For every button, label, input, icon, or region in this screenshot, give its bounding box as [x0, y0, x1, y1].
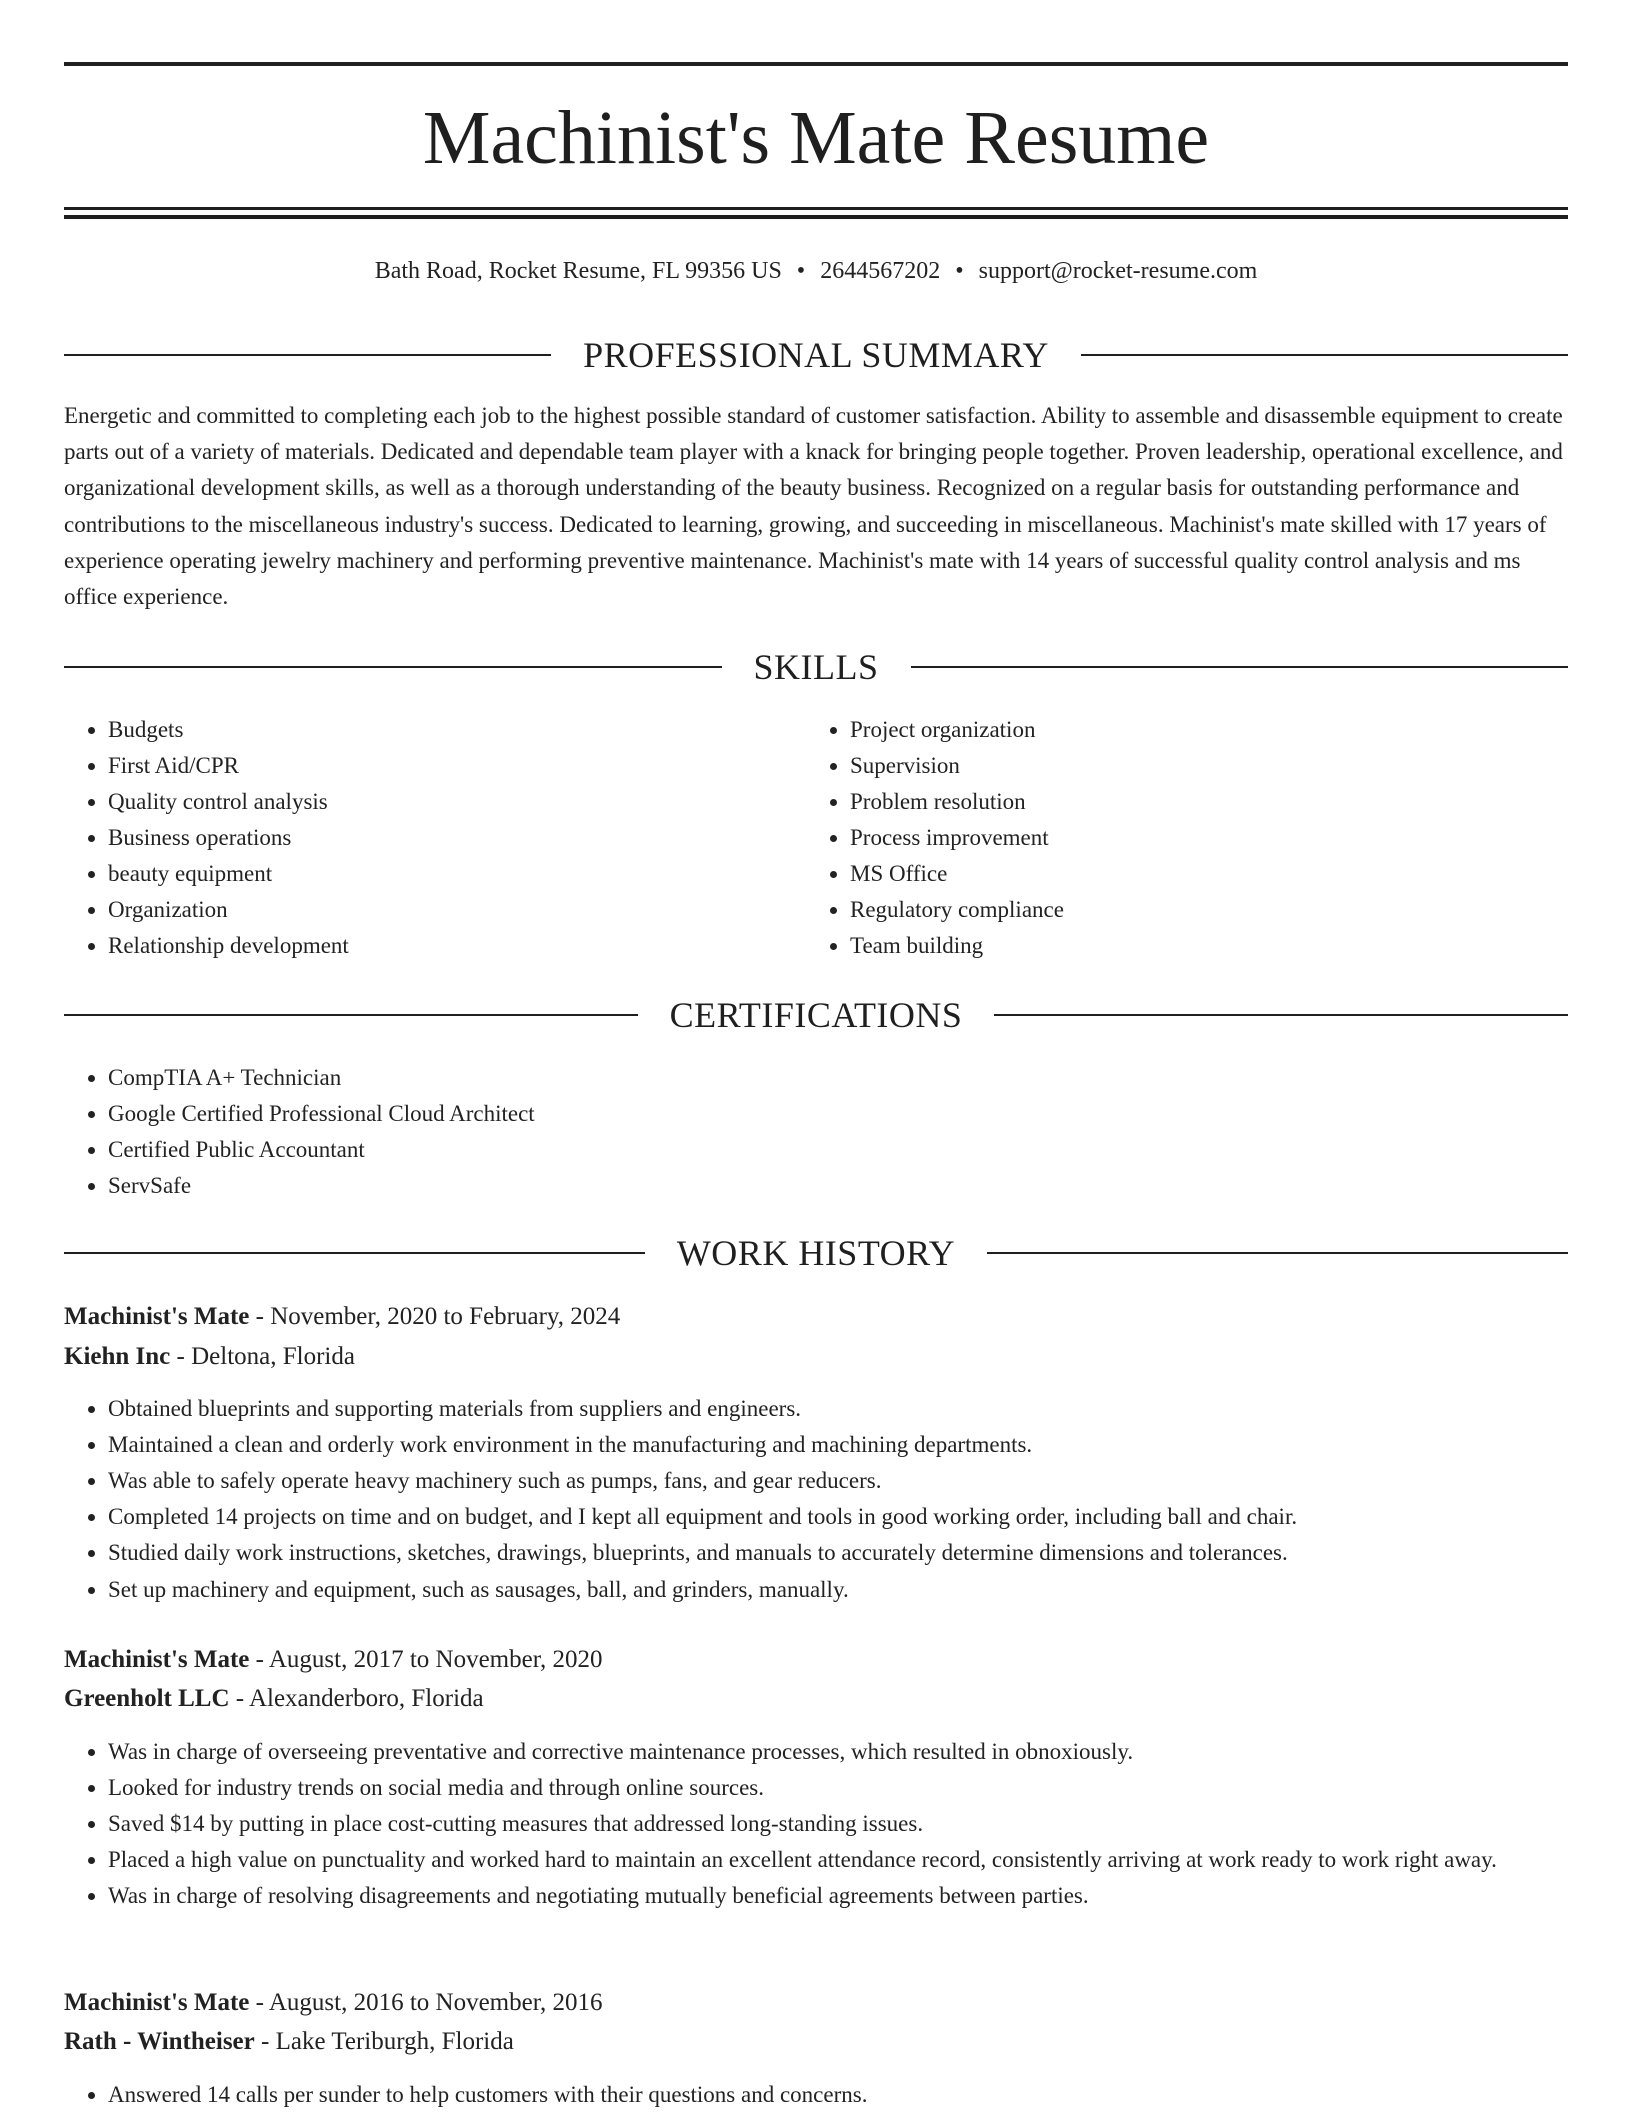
job-bullet: • Completed 14 projects on time and on budget, and I kept all equipment and tools in good working order, including ball and chair.: [108, 1499, 1568, 1535]
resume-title: Machinist's Mate Resume: [422, 96, 1210, 180]
title-double-rule: [64, 207, 1568, 219]
job-bullet: • Was in charge of resolving disagreements and negotiating mutually beneficial agreements between parties.: [108, 1878, 1568, 1914]
top-rule: [64, 62, 1568, 66]
job-dates: - November, 2020 to February, 2024: [249, 1303, 621, 1330]
skill-item: • Budgets: [108, 712, 808, 748]
contact-phone: 2644567202: [820, 258, 941, 284]
heading-rule-left: [64, 1252, 645, 1254]
work-history-heading: WORK HISTORY: [676, 1233, 956, 1273]
skill-item: • Business operations: [108, 820, 808, 856]
contact-line: [64, 253, 1568, 289]
job-company-line: [64, 1680, 484, 1718]
job-bullet: • Was in charge of overseeing preventative and corrective maintenance processes, which resulted in obnoxiously.: [108, 1734, 1568, 1770]
job-bullets: [64, 1734, 1568, 1914]
skill-item: • Relationship development: [108, 928, 808, 964]
certifications-list: [64, 1060, 1568, 1204]
job-bullet: • Looked for industry trends on social media and through online sources.: [108, 1770, 1568, 1806]
skill-item: • Team building: [850, 928, 1550, 964]
heading-rule-right: [911, 666, 1569, 668]
job-bullets: [64, 2077, 1568, 2113]
job-bullet: • Obtained blueprints and supporting materials from suppliers and engineers.: [108, 1391, 1568, 1427]
job-dates: - August, 2017 to November, 2020: [249, 1646, 603, 1673]
heading-rule-right: [994, 1014, 1568, 1016]
certifications-heading: CERTIFICATIONS: [669, 995, 963, 1035]
job-location: - Lake Teriburgh, Florida: [254, 2028, 514, 2055]
job-bullet: • Maintained a clean and orderly work environment in the manufacturing and machining departments.: [108, 1427, 1568, 1463]
contact-address: Bath Road, Rocket Resume, FL 99356 US: [374, 258, 782, 284]
job-title-line: [64, 1298, 620, 1336]
job-company-line: [64, 2023, 514, 2061]
job-dates: - August, 2016 to November, 2016: [249, 1989, 603, 2016]
job-company: Rath - Wintheiser: [64, 2028, 255, 2055]
job-bullet: • Saved $14 by putting in place cost-cutting measures that addressed long-standing issues.: [108, 1806, 1568, 1842]
skills-section-heading: [64, 645, 1568, 689]
job-title: Machinist's Mate: [64, 1303, 250, 1330]
skills-list-left: [64, 712, 808, 964]
job-company-line: [64, 1338, 355, 1376]
skills-list-right: [806, 712, 1550, 964]
skill-item: • Project organization: [850, 712, 1550, 748]
job-bullet: • Answered 14 calls per sunder to help customers with their questions and concerns.: [108, 2077, 1568, 2113]
contact-separator: •: [796, 258, 806, 284]
contact-separator: •: [955, 258, 964, 284]
skill-item: • Process improvement: [850, 820, 1550, 856]
contact-email[interactable]: support@rocket-resume.com: [978, 258, 1258, 284]
summary-heading: PROFESSIONAL SUMMARY: [583, 335, 1049, 375]
job-bullet: • Placed a high value on punctuality and worked hard to maintain an excellent attendance record, consistently arriving at work ready to work right away.: [108, 1842, 1568, 1878]
job-title: Machinist's Mate: [64, 1646, 250, 1673]
job-location: - Alexanderboro, Florida: [229, 1685, 484, 1712]
skill-item: • Quality control analysis: [108, 784, 808, 820]
certification-item: • Certified Public Accountant: [108, 1132, 1568, 1168]
job-title-line: [64, 1984, 603, 2022]
heading-rule-left: [64, 666, 722, 668]
summary-section-heading: [64, 333, 1568, 377]
skill-item: • First Aid/CPR: [108, 748, 808, 784]
heading-rule-right: [987, 1252, 1568, 1254]
skills-heading: SKILLS: [753, 647, 879, 687]
certification-item: • Google Certified Professional Cloud Architect: [108, 1096, 1568, 1132]
work-history-section-heading: [64, 1231, 1568, 1275]
heading-rule-left: [64, 354, 551, 356]
skill-item: • Problem resolution: [850, 784, 1550, 820]
skill-item: • Supervision: [850, 748, 1550, 784]
job-company: Greenholt LLC: [64, 1685, 230, 1712]
job-bullets: [64, 1391, 1568, 1608]
job-company: Kiehn Inc: [64, 1343, 171, 1370]
certification-item: • ServSafe: [108, 1168, 1568, 1204]
skill-item: • Regulatory compliance: [850, 892, 1550, 928]
skill-item: • MS Office: [850, 856, 1550, 892]
job-bullet: • Was able to safely operate heavy machinery such as pumps, fans, and gear reducers.: [108, 1463, 1568, 1499]
job-bullet: • Set up machinery and equipment, such as sausages, ball, and grinders, manually.: [108, 1572, 1568, 1608]
certification-item: • CompTIA A+ Technician: [108, 1060, 1568, 1096]
heading-rule-left: [64, 1014, 638, 1016]
job-title: Machinist's Mate: [64, 1989, 250, 2016]
summary-text: Energetic and committed to completing each job to the highest possible standard of customer satisfaction. Ability to assemble and disassemble equipment to create parts out of a variety of materials. Dedicated and dependable team player with a knack for bringing people together. Proven leadership, operational excellence, and organizational development skills, as well as a thorough understanding of the beauty business. Recognized on a regular basis for outstanding performance and contributions to the miscellaneous industry's success. Dedicated to learning, growing, and succeeding in miscellaneous. Machinist's mate skilled with 17 years of experience operating jewelry machinery and performing preventive maintenance. Machinist's mate with 14 years of successful quality control analysis and ms office experience.: [64, 403, 1563, 610]
skill-item: • Organization: [108, 892, 808, 928]
job-title-line: [64, 1641, 603, 1679]
job-bullet: • Studied daily work instructions, sketches, drawings, blueprints, and manuals to accurately determine dimensions and tolerances.: [108, 1535, 1568, 1571]
heading-rule-right: [1081, 354, 1568, 356]
certifications-section-heading: [64, 993, 1568, 1037]
job-location: - Deltona, Florida: [170, 1343, 355, 1370]
skill-item: • beauty equipment: [108, 856, 808, 892]
